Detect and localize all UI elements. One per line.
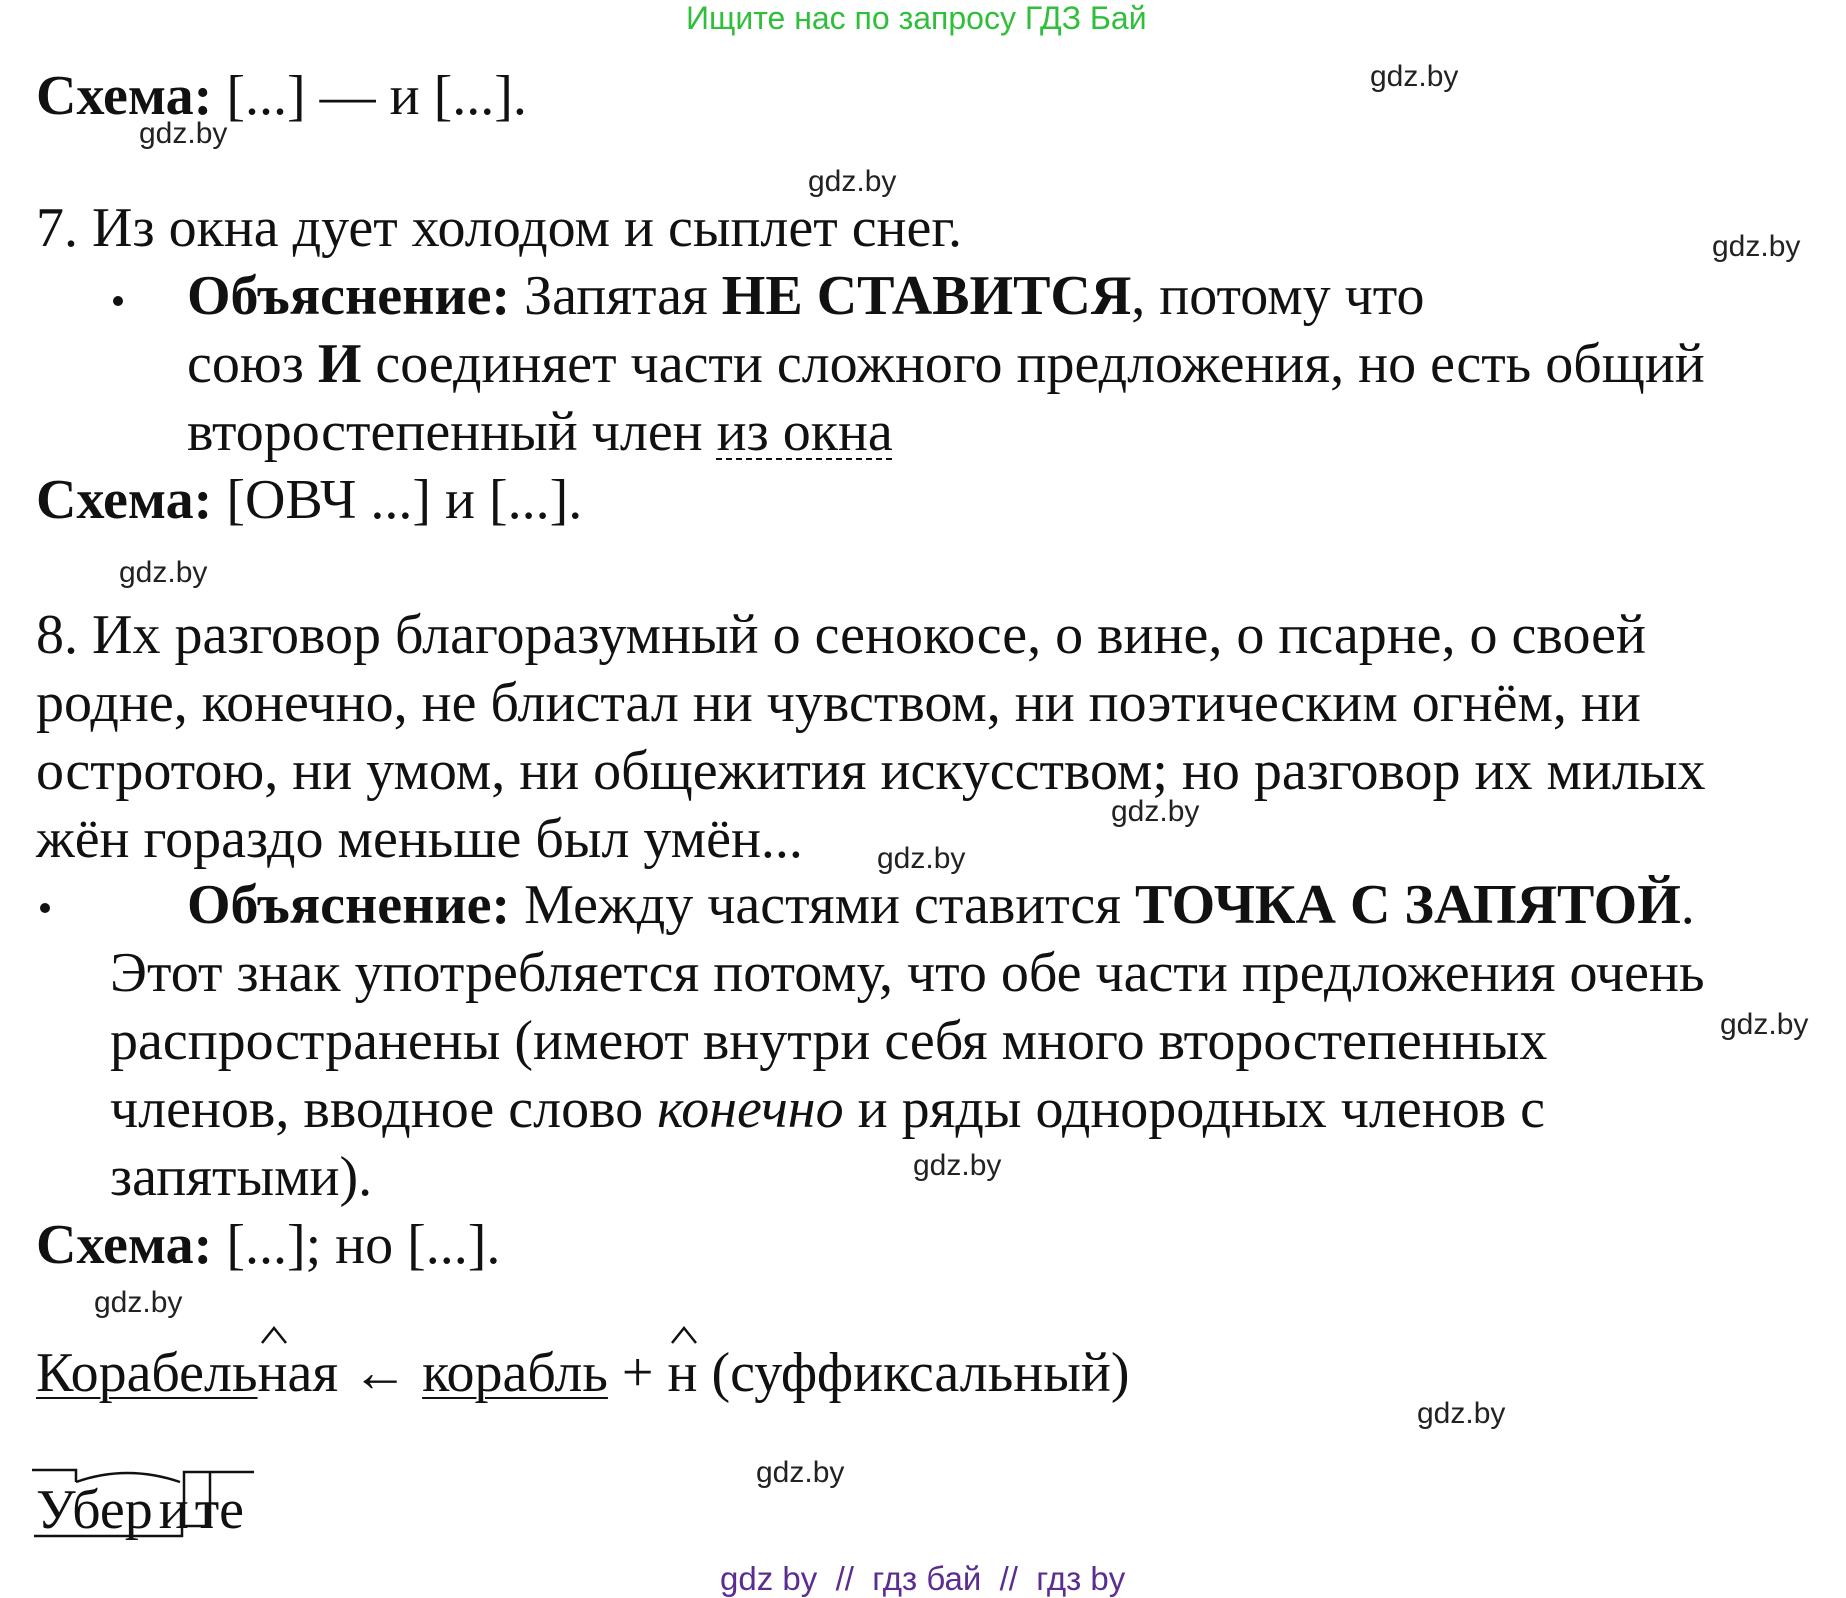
item-7-explanation-line1 — [187, 265, 1425, 327]
explanation-text: , потому что — [1131, 265, 1425, 327]
morpheme-word — [36, 1479, 245, 1541]
introductory-word: конечно — [657, 1078, 844, 1140]
schema-8 — [36, 1214, 501, 1276]
watermark-text: gdz.by — [1720, 1008, 1809, 1041]
watermark-text: gdz.by — [139, 117, 228, 150]
watermark-text: gdz.by — [94, 1286, 183, 1319]
footer-links[interactable]: gdz by // гдз бай // гдз by — [720, 1560, 1126, 1597]
item-7-explanation-line2 — [187, 333, 1705, 395]
item-7-sentence: 7. Из окна дует холодом и сыплет снег. — [36, 197, 963, 259]
suffix-mark-icon — [670, 1325, 698, 1345]
schema-6 — [36, 65, 527, 127]
explanation-text: членов, вводное слово — [110, 1078, 644, 1140]
explanation-text: и ряды однородных членов с — [857, 1078, 1545, 1140]
schema-7 — [36, 469, 583, 531]
watermark-text: gdz.by — [1370, 60, 1459, 93]
item-8-line4: жён гораздо меньше был умён... — [36, 808, 803, 870]
watermark-text: gdz.by — [119, 556, 208, 589]
explanation-emphasis: НЕ СТАВИТСЯ — [721, 265, 1132, 327]
item-8-line2: родне, конечно, не блистал ни чувством, ни поэтическим огнём, ни — [36, 672, 1641, 734]
watermark-text: gdz.by — [1417, 1397, 1506, 1430]
explanation-emphasis: ТОЧКА С ЗАПЯТОЙ — [1135, 874, 1681, 936]
item-8-explanation-line3: распространены (имеют внутри себя много второстепенных — [110, 1010, 1548, 1072]
item-8-explanation-line4 — [110, 1078, 1545, 1140]
explanation-text: Между частями ставится — [524, 874, 1122, 936]
schema-body: [...] — и [...]. — [226, 65, 527, 127]
conjunction-emphasis: И — [317, 333, 362, 395]
added-suffix — [667, 1342, 698, 1404]
schema-label: Схема: — [36, 469, 213, 531]
derivation-arrow: ← — [352, 1342, 409, 1404]
watermark-text: gdz.by — [808, 165, 897, 198]
top-banner[interactable]: Ищите нас по запросу ГДЗ Бай — [686, 0, 1147, 36]
formation-method: (суффиксальный) — [711, 1342, 1130, 1404]
plus-sign: + — [621, 1342, 654, 1404]
bullet-dot — [40, 903, 50, 913]
morpheme-analysis — [36, 1479, 245, 1541]
word-formation-line — [36, 1342, 1130, 1404]
source-word: корабль — [422, 1342, 608, 1404]
dashed-underlined-phrase: из окна — [716, 401, 893, 463]
explanation-text: второстепенный член — [187, 401, 703, 463]
explanation-text: Запятая — [524, 265, 708, 327]
schema-body: [...]; но [...]. — [226, 1214, 501, 1276]
watermark-text: gdz.by — [877, 842, 966, 875]
watermark-text: gdz.by — [1712, 230, 1801, 263]
suffix-mark-icon — [260, 1325, 288, 1345]
word-ending: ая — [287, 1342, 339, 1404]
explanation-text: соединяет части сложного предложения, но есть общий — [375, 333, 1705, 395]
item-8-explanation-line2: Этот знак употребляется потому, что обе части предложения очень — [110, 942, 1705, 1004]
schema-label: Схема: — [36, 65, 213, 127]
morpheme-ending: те — [194, 1479, 245, 1541]
explanation-label: Объяснение: — [187, 874, 511, 936]
morpheme-suffix: и — [158, 1479, 189, 1541]
explanation-text: . — [1680, 874, 1695, 936]
item-8-line1: 8. Их разговор благоразумный о сенокосе, о вине, о псарне, о своей — [36, 604, 1646, 666]
item-7-explanation-line3 — [187, 401, 893, 463]
watermark-text: gdz.by — [756, 1456, 845, 1489]
watermark-text: gdz.by — [913, 1149, 1002, 1182]
item-8-explanation-line1 — [187, 874, 1695, 936]
watermark-text: gdz.by — [1111, 795, 1200, 828]
word-suffix — [257, 1342, 288, 1404]
bullet-dot — [113, 296, 123, 306]
explanation-label: Объяснение: — [187, 265, 511, 327]
item-8-line3: остротою, ни умом, ни общежития искусством; но разговор их милых — [36, 740, 1706, 802]
word-suffix-letter: н — [257, 1342, 288, 1404]
added-suffix-letter: н — [667, 1342, 698, 1404]
word-base: Корабель — [36, 1342, 258, 1404]
explanation-text: союз — [187, 333, 304, 395]
morpheme-marks-icon — [32, 1464, 272, 1544]
schema-body: [ОВЧ ...] и [...]. — [226, 469, 583, 531]
item-8-explanation-line5: запятыми). — [110, 1146, 373, 1208]
schema-label: Схема: — [36, 1214, 213, 1276]
morpheme-stem: Убер — [36, 1479, 153, 1541]
